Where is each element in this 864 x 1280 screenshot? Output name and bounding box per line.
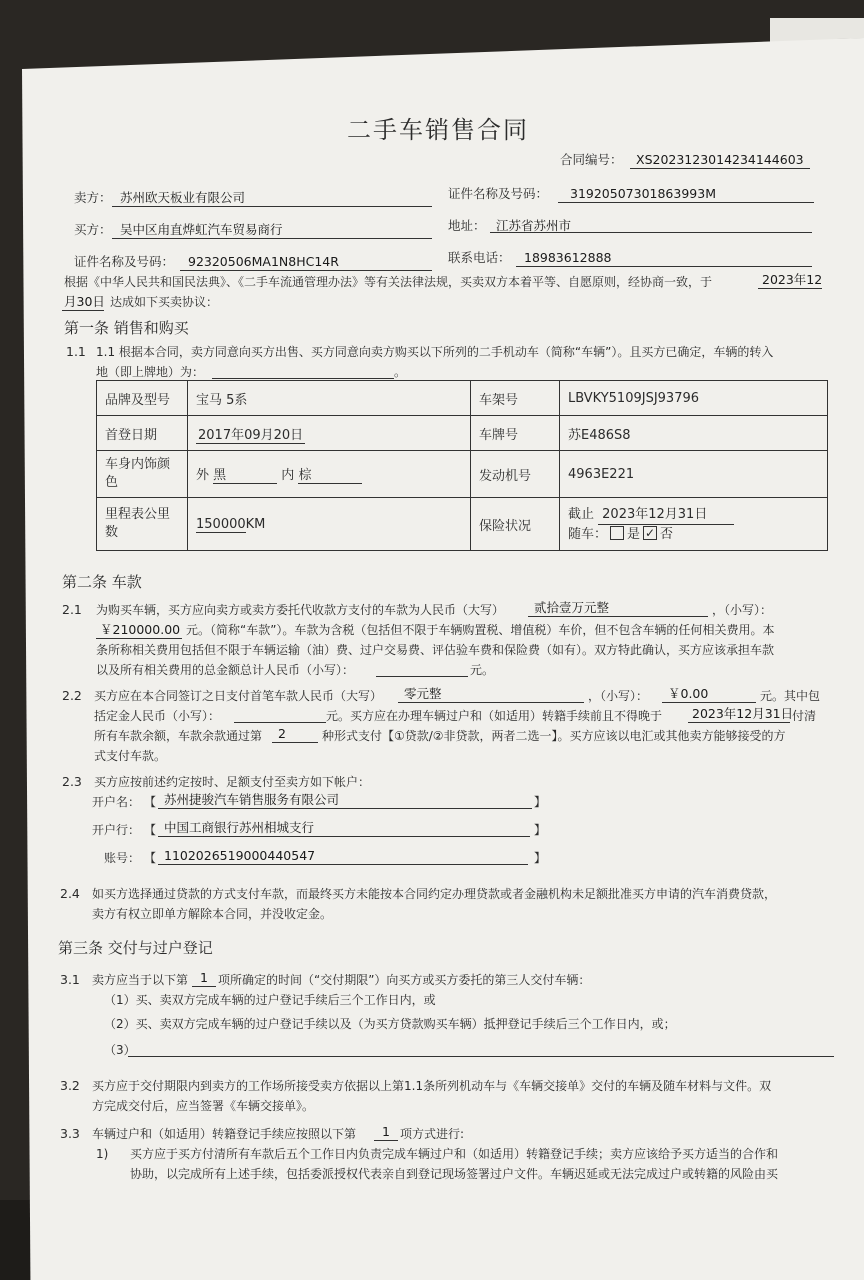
clause-2-2-line-4: 式支付车款。 [94,749,167,763]
address-underline [490,232,812,233]
vin-value: LBVKY5109JSJ93796 [560,381,828,416]
account-name-bracket-right: 】 [534,795,547,809]
first-payment-lowercase-underline [662,702,756,703]
clause-2-2-line-2a: 括定金人民币（小写）： [94,709,221,723]
delivery-item: 1 [200,970,208,985]
buyer-name: 吴中区甪直烨虹汽车贸易商行 [120,222,283,237]
insurance-yes-label: 是 [627,526,641,542]
payment-way: 2 [278,726,286,741]
clause-3-2-line-1: 买方应于交付期限内到卖方的工作场所接受卖方依据以上第1.1条所列机动车与《车辆交接单》交付的车辆及随车材料与文件。双 [92,1079,772,1093]
exterior-label: 外 [196,468,210,483]
account-no: 1102026519000440547 [164,848,316,863]
insurance-until-label: 截止 [568,506,595,522]
engine-value: 4963E221 [560,451,828,498]
price-lowercase-underline [96,638,182,639]
plate-label: 车牌号 [471,416,560,451]
clause-2-2-line-3a: 所有车款余额，车款余款通过第 [94,729,263,743]
total-amount-blank [376,676,468,677]
first-payment-lowercase: ￥0.00 [668,686,709,701]
seller-underline [112,206,432,207]
account-bank-label: 开户行： [92,823,141,837]
clause-3-1-number: 3.1 [60,972,80,987]
article-2-title: 第二条 车款 [62,573,142,591]
contract-no: XS2023123014234144603 [636,152,804,167]
clause-3-3-1-number: 1) [96,1147,109,1161]
clause-2-1-line-1b: ，（小写）： [712,603,773,617]
clause-1-1-line-1: 1.1 根据本合同，卖方同意向买方出售、买方同意向卖方购买以下所列的二手机动车（简称“车辆”）。且买方已确定，车辆的转入 [96,345,774,359]
phone: 18983612888 [524,250,612,265]
clause-2-4-number: 2.4 [60,886,80,901]
clause-2-2-line-1c: 元。其中包 [760,689,821,703]
clause-3-3-1-line-1: 买方应于买方付清所有车款后五个工作日内负责完成车辆过户和（如适用）转籍登记手续；卖方应该给予买方适当的合作和 [130,1147,779,1161]
buyer-id-label: 证件名称及号码： [74,254,175,269]
clause-3-1-option-1: （1）买、卖双方完成车辆的过户登记手续后三个工作日内，或 [104,993,436,1007]
account-name-underline [158,808,532,809]
clause-1-1-end: 。 [394,365,407,379]
preamble-text-1: 根据《中华人民共和国民法典》、《二手车流通管理办法》等有关法律法规，买卖双方本着平等、自愿原则，经协商一致，于 [64,275,713,289]
delivery-item-underline [192,986,216,987]
payoff-date: 2023年12月31日 [692,706,794,721]
transfer-item-underline [374,1140,398,1141]
first-payment-uppercase-underline [398,702,584,703]
mileage-value: 150000 [196,516,246,532]
checkbox-yes[interactable] [610,526,624,540]
interior-label: 内 [281,468,295,483]
clause-3-3-line-1a: 车辆过户和（如适用）转籍登记手续应按照以下第 [92,1127,357,1141]
document-title: 二手车销售合同 [347,116,529,144]
account-bank-bracket-left: 【 [144,823,157,837]
account-no-bracket-left: 【 [144,851,157,865]
plate-value: 苏E486S8 [560,416,828,451]
clause-2-2-line-2b: 元。买方应在办理车辆过户和（如适用）转籍手续前且不得晚于 [326,709,663,723]
clause-2-1-line-1a: 为购买车辆，买方应向卖方或卖方委托代收款方支付的车款为人民币（大写） [96,603,505,617]
price-uppercase-underline [528,616,708,617]
first-payment-uppercase: 零元整 [404,686,442,701]
brand-value: 宝马 5系 [188,381,471,416]
clause-2-2-number: 2.2 [62,688,82,703]
preamble-date-underline-2 [62,310,104,311]
clause-2-1-number: 2.1 [62,602,82,617]
clause-2-3-line-1: 买方应按前述约定按时、足额支付至卖方如下帐户： [94,775,371,789]
account-no-underline [158,864,528,865]
clause-2-4-line-2: 卖方有权立即单方解除本合同，并没收定金。 [92,907,333,921]
account-bank-underline [158,836,530,837]
clause-3-3-number: 3.3 [60,1126,80,1141]
clause-3-2-number: 3.2 [60,1078,80,1093]
clause-2-2-line-3b: 种形式支付【①贷款/②非贷款，两者二选一】。买方应该以电汇或其他卖方能够接受的方 [322,729,786,743]
insurance-label: 保险状况 [471,498,560,551]
clause-3-1-line-1a: 卖方应当于以下第 [92,973,189,987]
article-1-title: 第一条 销售和购买 [64,319,189,337]
color-cell [188,451,471,498]
clause-3-1-option-3: （3） [104,1043,136,1057]
reg-date-cell [188,416,471,451]
clause-3-1-option-2: （2）买、卖双方完成车辆的过户登记手续以及（为买方贷款购买车辆）抵押登记手续后三个工作日内，或； [104,1017,676,1031]
clause-3-1-line-1b: 项所确定的时间（“交付期限”）向买方或买方委托的第三人交付车辆： [218,973,591,987]
clause-2-2-line-1b: ，（小写）： [588,689,649,703]
exterior-value: 黑 [213,464,277,484]
account-no-label: 账号： [104,851,141,865]
price-lowercase: ￥210000.00 [100,622,181,637]
clause-2-1-line-3: 条所称相关费用包括但不限于车辆运输（油）费、过户交易费、评估验车费和保险费（如有）。双方特此确认，买方应该承担车款 [96,643,775,657]
seller-name: 苏州欧天板业有限公司 [120,190,246,205]
address-label: 地址： [448,218,486,233]
brand-label: 品牌及型号 [97,381,188,416]
vin-label: 车架号 [471,381,560,416]
clause-2-3-number: 2.3 [62,774,82,789]
checkbox-no-checked[interactable] [643,526,657,540]
preamble-text-2: 达成如下买卖协议： [110,295,219,309]
contract-no-label: 合同编号： [560,152,623,167]
buyer-id: 92320506MA1N8HC14R [188,254,339,269]
reg-date-label: 首登日期 [97,416,188,451]
address: 江苏省苏州市 [496,218,572,233]
account-name: 苏州捷骏汽车销售服务有限公司 [164,792,340,807]
article-3-title: 第三条 交付与过户登记 [58,939,213,957]
account-name-label: 开户名： [92,795,141,809]
clause-2-1-line-4: 以及所有相关费用的总金额总计人民币（小写）： [96,663,355,677]
interior-value: 棕 [298,464,362,484]
clause-3-3-1-line-2: 协助，以完成所有上述手续，包括委派授权代表亲自到登记现场签署过户文件。车辆迟延或无法完成过户或转籍的风险由买 [130,1167,779,1181]
clause-1-1-line-2: 地（即上牌地）为： [96,365,205,379]
payment-way-underline [272,742,318,743]
clause-2-1-line-2: 元。（简称“车款”）。车款为含税（包括但不限于车辆购置税、增值税）车价，但不包含车辆的任何相关费用。本 [186,623,775,637]
color-label: 车身内饰颜色 [97,451,188,498]
clause-3-2-line-2: 方完成交付后，应当签署《车辆交接单》。 [92,1099,315,1113]
account-name-bracket-left: 【 [144,795,157,809]
insurance-no-label: 否 [660,526,674,542]
seller-id-underline [558,202,814,203]
option-3-blank [128,1056,834,1057]
insurance-with-label: 随车： [568,526,608,542]
seller-id: 31920507301863993M [570,186,716,201]
clause-2-2-line-1a: 买方应在本合同签订之日支付首笔车款人民币（大写） [94,689,383,703]
account-bank-bracket-right: 】 [534,823,547,837]
preamble-date-1: 2023年12 [762,272,823,287]
insurance-cell [560,498,828,551]
clause-2-4-line-1: 如买方选择通过贷款的方式支付车款，而最终买方未能按本合同约定办理贷款或者金融机构未足额批准买方申请的汽车消费贷款， [92,887,777,901]
clause-1-1-number: 1.1 [66,344,86,359]
phone-label: 联系电话： [448,250,511,265]
mileage-unit: KM [245,516,266,532]
seller-id-label: 证件名称及号码： [448,186,549,201]
account-no-bracket-right: 】 [534,851,547,865]
phone-underline [516,266,812,267]
destination-blank [212,378,394,379]
contract-no-underline [630,168,810,169]
buyer-underline [112,238,432,239]
mileage-label: 里程表公里数 [97,498,188,551]
clause-2-2-line-2c: 付清 [792,709,817,723]
engine-label: 发动机号 [471,451,560,498]
buyer-label: 买方： [74,222,112,237]
preamble-date-2: 月30日 [64,294,105,309]
insurance-until-value: 2023年12月31日 [598,505,734,525]
reg-date-value: 2017年09月20日 [198,427,304,443]
preamble-date-underline-1 [758,288,822,289]
buyer-id-underline [180,270,432,271]
price-uppercase: 贰拾壹万元整 [534,600,610,615]
vehicle-info-table [96,380,828,551]
seller-label: 卖方： [74,190,112,205]
deposit-blank [234,722,326,723]
payoff-date-underline [688,722,790,723]
transfer-item: 1 [382,1124,390,1139]
clause-3-3-line-1b: 项方式进行: [400,1127,465,1141]
mileage-cell [188,498,471,551]
account-bank: 中国工商银行苏州相城支行 [164,820,315,835]
clause-2-1-line-4b: 元。 [470,663,495,677]
